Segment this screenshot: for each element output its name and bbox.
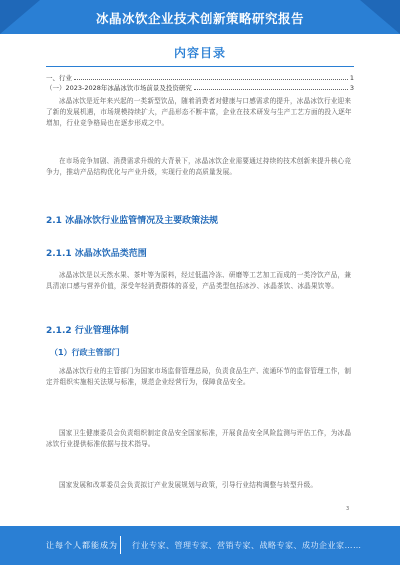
toc-top-rule xyxy=(46,66,354,67)
body-paragraph: 冰晶冰饮是近年来兴起的一类新型饮品，随着消费者对健康与口感需求的提升，冰晶冰饮行业迎来了新的发展机遇，市场规模持续扩大，产品形态不断丰富，企业在技术研发与生产工艺方面的投入逐年增加，行业竞争格局也在逐步形成之中。 xyxy=(46,97,352,127)
toc-entry-label: 一、行业 xyxy=(46,74,72,82)
sub-subsection-heading: （1）行政主管部门 xyxy=(50,348,120,357)
footer-divider xyxy=(120,536,121,554)
toc-leader-dots xyxy=(74,79,348,80)
body-paragraph: 国家发展和改革委员会负责拟订产业发展规划与政策，引导行业结构调整与转型升级。 xyxy=(59,481,318,489)
subsection-heading: 2.1.1 冰晶冰饮品类范围 xyxy=(46,249,147,259)
body-paragraph: 冰晶冰饮行业的主管部门为国家市场监督管理总局，负责食品生产、流通环节的监督管理工作，制定并组织实施相关法规与标准，规范企业经营行为，保障食品安全。 xyxy=(46,367,352,386)
page-number: 3 xyxy=(346,506,350,512)
footer-slogan-left: 让每个人都能成为 xyxy=(46,541,118,550)
toc-list xyxy=(46,72,354,92)
report-header xyxy=(0,0,400,34)
report-title: 冰晶冰饮企业技术创新策略研究报告 xyxy=(95,11,304,26)
body-paragraph: 国家卫生健康委员会负责组织制定食品安全国家标准，开展食品安全风险监测与评估工作，为冰晶冰饮行业提供标准依据与技术指导。 xyxy=(46,429,352,448)
section-heading: 2.1 冰晶冰饮行业监管情况及主要政策法规 xyxy=(46,216,219,226)
toc-entry[interactable] xyxy=(46,82,354,92)
toc-entry-page: 1 xyxy=(349,74,354,82)
body-paragraph: 在市场竞争加剧、消费需求升级的大背景下，冰晶冰饮企业需要通过持续的技术创新来提升核心竞争力，推动产品结构优化与产业升级，实现行业的高质量发展。 xyxy=(46,157,352,176)
page-footer xyxy=(0,526,400,565)
toc-entry-page: 3 xyxy=(349,84,354,92)
toc-leader-dots xyxy=(194,89,348,90)
toc-entry[interactable] xyxy=(46,72,354,82)
toc-entry-label: （一）2023-2028年冰晶冰饮市场前景及投资研究 xyxy=(46,84,192,92)
toc-title: 内容目录 xyxy=(173,46,226,60)
footer-slogan-right: 行业专家、管理专家、营销专家、战略专家、成功企业家…… xyxy=(132,541,362,550)
subsection-heading: 2.1.2 行业管理体制 xyxy=(46,326,129,336)
body-paragraph: 冰晶冰饮是以天然水果、茶叶等为原料，经过低温冷冻、研磨等工艺加工而成的一类冷饮产品，兼具清凉口感与营养价值，深受年轻消费群体的喜爱，产品类型包括冰沙、冰晶茶饮、冰晶果饮等。 xyxy=(46,271,352,290)
